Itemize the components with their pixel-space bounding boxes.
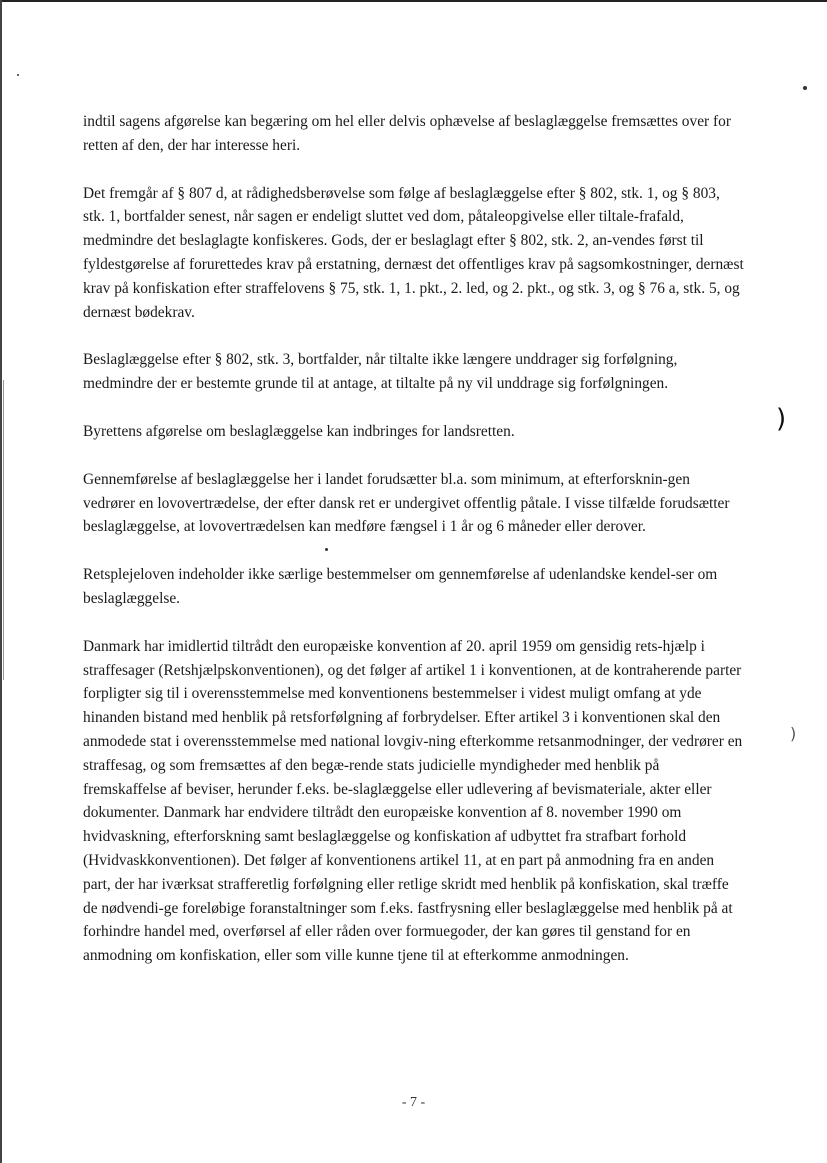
scan-edge-top <box>0 0 827 2</box>
paragraph: Byrettens afgørelse om beslaglæggelse kan indbringes for landsretten. <box>83 422 515 440</box>
page-number: - 7 - <box>401 1095 426 1110</box>
paragraph: indtil sagens afgørelse kan begæring om hel eller delvis ophævelse af beslaglæggelse fremsættes over for retten af den, der har interesse heri. <box>83 113 731 154</box>
margin-bracket-mark: ) <box>790 724 797 743</box>
paragraph: Retsplejeloven indeholder ikke særlige bestemmelser om gennemførelse af udenlandske kendel-ser om beslaglæggelse. <box>83 566 718 607</box>
paragraph: Danmark har imidlertid tiltrådt den europæiske konvention af 20. april 1959 om gensidig rets-hjælp i straffesager (Retshjælpskonventionen), og det følger af artikel 1 i konventionen, at de kontraherende parter forpligter sig til i overensstemmelse med konventionens bestemmelser i videst muligt omfang at yde hinanden bistand med henblik på retsforfølgning af forbrydelser. Efter artikel 3 i konventionen skal den anmodede stat i overensstemmelse med national lovgiv-ning efterkomme retsanmodninger, der vedrører en straffesag, og som fremsættes af den begæ-rende stats judicielle myndigheder med henblik på fremskaffelse af beviser, herunder f.eks. be-slaglæggelse eller udlevering af bevismateriale, akter eller dokumenter. Danmark har endvidere tiltrådt den europæiske konvention af 8. november 1990 om hvidvaskning, efterforskning samt beslaglæggelse og konfiskation af udbyttet fra strafbart forhold (Hvidvaskkonventionen). Det følger af konventionens artikel 11, at en part på anmodning fra en anden part, der har iværksat strafferetlig forfølgning eller retlige skridt med henblik på konfiskation, skal træffe de nødvendi-ge foreløbige foranstaltninger som f.eks. fastfrysning eller beslaglæggelse med henblik på at forhindre handel med, overførsel af eller råden over formuegoder, der kan gøres til genstand for en anmodning om konfiskation, eller som ville kunne tjene til at efterkomme anmodningen. <box>83 637 743 965</box>
scan-speck <box>803 86 807 90</box>
paragraph: Beslaglæggelse efter § 802, stk. 3, bortfalder, når tiltalte ikke længere unddrager sig forfølgning, medmindre der er bestemte grunde til at antage, at tiltalte på ny vil unddrage sig forfølgningen. <box>83 351 678 393</box>
scan-edge-shadow <box>3 380 4 680</box>
scan-speck <box>17 74 19 76</box>
document-body <box>83 110 745 968</box>
paragraph: Det fremgår af § 807 d, at rådighedsberøvelse som følge af beslaglæggelse efter § 802, stk. 1, og § 803, stk. 1, bortfalder senest, når sagen er endeligt sluttet ved dom, påtaleopgivelse eller tiltale-frafald, medmindre det beslaglagte konfiskeres. Gods, der er beslaglagt efter § 802, stk. 2, an-vendes først til fyldestgørelse af forurettedes krav på erstatning, dernæst det offentliges krav på sagsomkostninger, dernæst krav på konfiskation efter straffelovens § 75, stk. 1, 1. pkt., 2. led, og 2. pkt., og stk. 3, og § 76 a, stk. 5, og dernæst bødekrav. <box>83 184 744 321</box>
scan-edge-left <box>0 0 2 1163</box>
paragraph: Gennemførelse af beslaglæggelse her i landet forudsætter bl.a. som minimum, at efterforsknin-gen vedrører en lovovertrædelse, der efter dansk ret er undergivet offentlig påtale. I visse tilfælde forudsætter beslaglæggelse, at lovovertrædelsen kan medføre fængsel i 1 år og 6 måneder eller derover. <box>83 470 730 536</box>
margin-bracket-mark: ) <box>776 404 787 434</box>
